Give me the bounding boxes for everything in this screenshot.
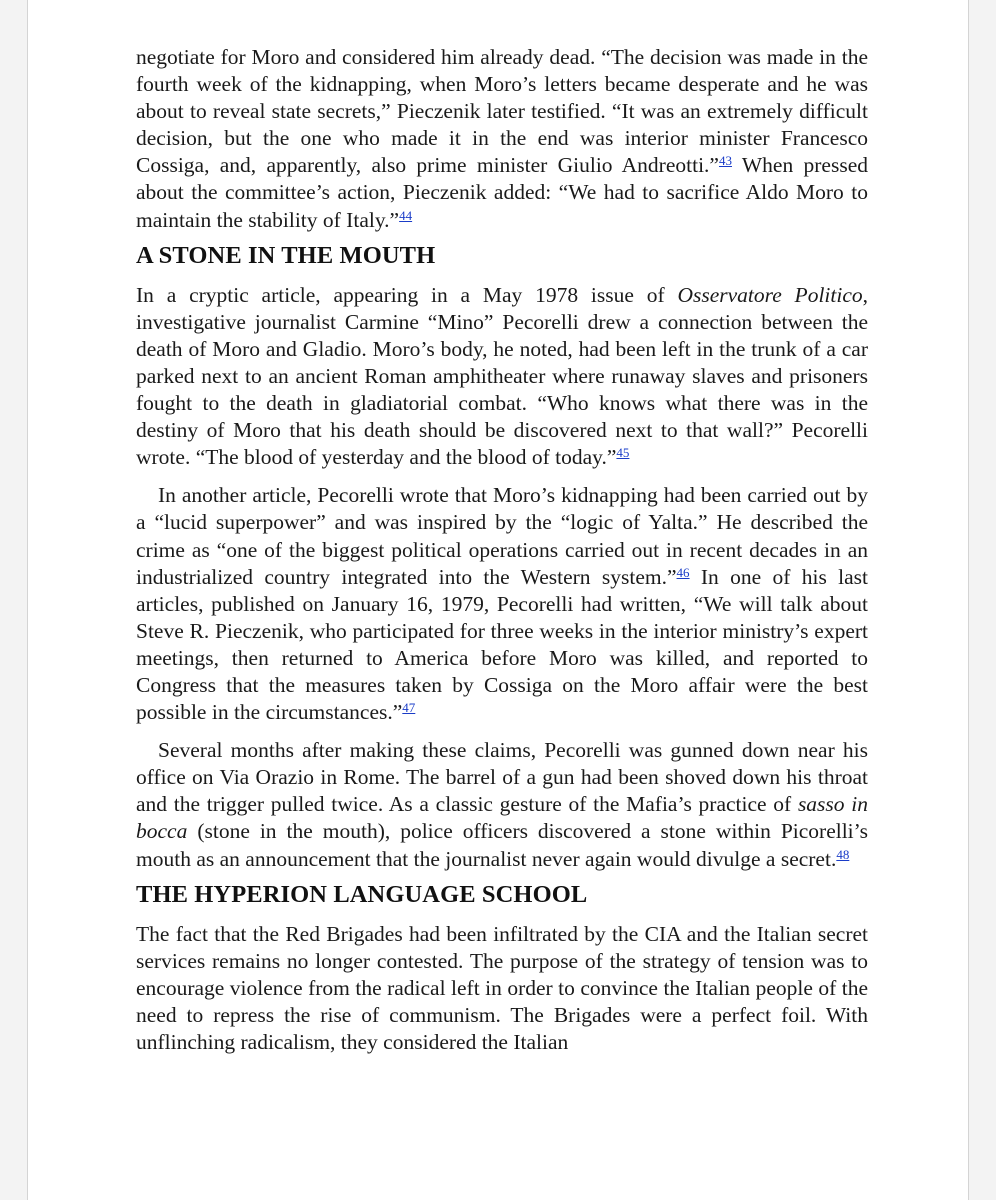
paragraph-1-text-b: When pressed about the committee’s action, Pieczenik added: “We had to sacrifice Aldo Moro to maintain the stability of Italy.”: [136, 153, 868, 232]
paragraph-4-text-b: (stone in the mouth), police officers discovered a stone within Picorelli’s mouth as an announcement that the journalist never again would divulge a secret.: [136, 819, 868, 871]
italic-phrase: sasso in bocca: [136, 792, 868, 844]
paragraph-4: [136, 737, 868, 872]
section-heading-stone-in-the-mouth: A STONE IN THE MOUTH: [136, 241, 436, 269]
paragraph-2: [136, 282, 868, 472]
paragraph-1: [136, 44, 868, 234]
footnote-link-43[interactable]: 43: [718, 153, 732, 169]
footnote-link-45[interactable]: 45: [616, 445, 630, 461]
publication-title: Osservatore Politico: [677, 282, 863, 307]
paragraph-3: [136, 482, 868, 726]
page-content: [136, 44, 868, 1056]
paragraph-5-text-a: The fact that the Red Brigades had been infiltrated by the CIA and the Italian secret services remains no longer contested. The purpose of the strategy of tension was to encourage violence from the radical left in order to convince the Italian people of the need to repress the rise of communism. The Brigades were a perfect foil. With unflinching radicalism, they considered the Italian: [136, 921, 868, 1054]
paragraph-5: [136, 921, 868, 1056]
footnote-link-44[interactable]: 44: [399, 207, 413, 223]
paragraph-3-text-b: In one of his last articles, published on January 16, 1979, Pecorelli had written, “We will talk about Steve R. Pieczenik, who participated for three weeks in the interior ministry’s expert meetings, then returned to America before Moro was killed, and reported to Congress that the measures taken by Cossiga on the Moro affair were the best possible in the circumstances.”: [136, 564, 869, 725]
paragraph-gap: [136, 726, 868, 737]
page-right-edge: [968, 0, 969, 1200]
paragraph-2-text-a: In a cryptic article, appearing in a May 1978 issue of: [136, 282, 678, 307]
paragraph-1-text-a: negotiate for Moro and considered him already dead. “The decision was made in the fourth week of the kidnapping, when Moro’s letters became desperate and he was about to reveal state secrets,” Pieczenik later testified. “It was an extremely difficult decision, but the one who made it in the end was interior minister Francesco Cossiga, and, apparently, also prime minister Giulio Andreotti.”: [136, 45, 868, 178]
footnote-link-46[interactable]: 46: [676, 564, 690, 580]
paragraph-3-text-a: In another article, Pecorelli wrote that Moro’s kidnapping had been carried out by a “lucid superpower” and was inspired by the “logic of Yalta.” He described the crime as “one of the biggest political operations carried out in recent decades in an industrialized country integrated into the Western system.”: [136, 483, 868, 589]
footnote-link-48[interactable]: 48: [836, 846, 850, 862]
paragraph-4-text-a: Several months after making these claims, Pecorelli was gunned down near his office on Via Orazio in Rome. The barrel of a gun had been shoved down his throat and the trigger pulled twice. As a classic gesture of the Mafia’s practice of: [136, 738, 868, 817]
section-heading-hyperion-language-school: THE HYPERION LANGUAGE SCHOOL: [136, 880, 588, 908]
paragraph-2-text-b: , investigative journalist Carmine “Mino” Pecorelli drew a connection between the death of Moro and Gladio. Moro’s body, he noted, had been left in the trunk of a car parked next to an ancient Roman amphitheater where runaway slaves and prisoners fought to the death in gladiatorial combat. “Who knows what there was in the destiny of Moro that his death should be discovered next to that wall?” Pecorelli wrote. “The blood of yesterday and the blood of today.”: [136, 282, 869, 470]
paragraph-gap: [136, 471, 868, 482]
footnote-link-47[interactable]: 47: [402, 700, 416, 716]
ebook-page[interactable]: [28, 0, 968, 1200]
